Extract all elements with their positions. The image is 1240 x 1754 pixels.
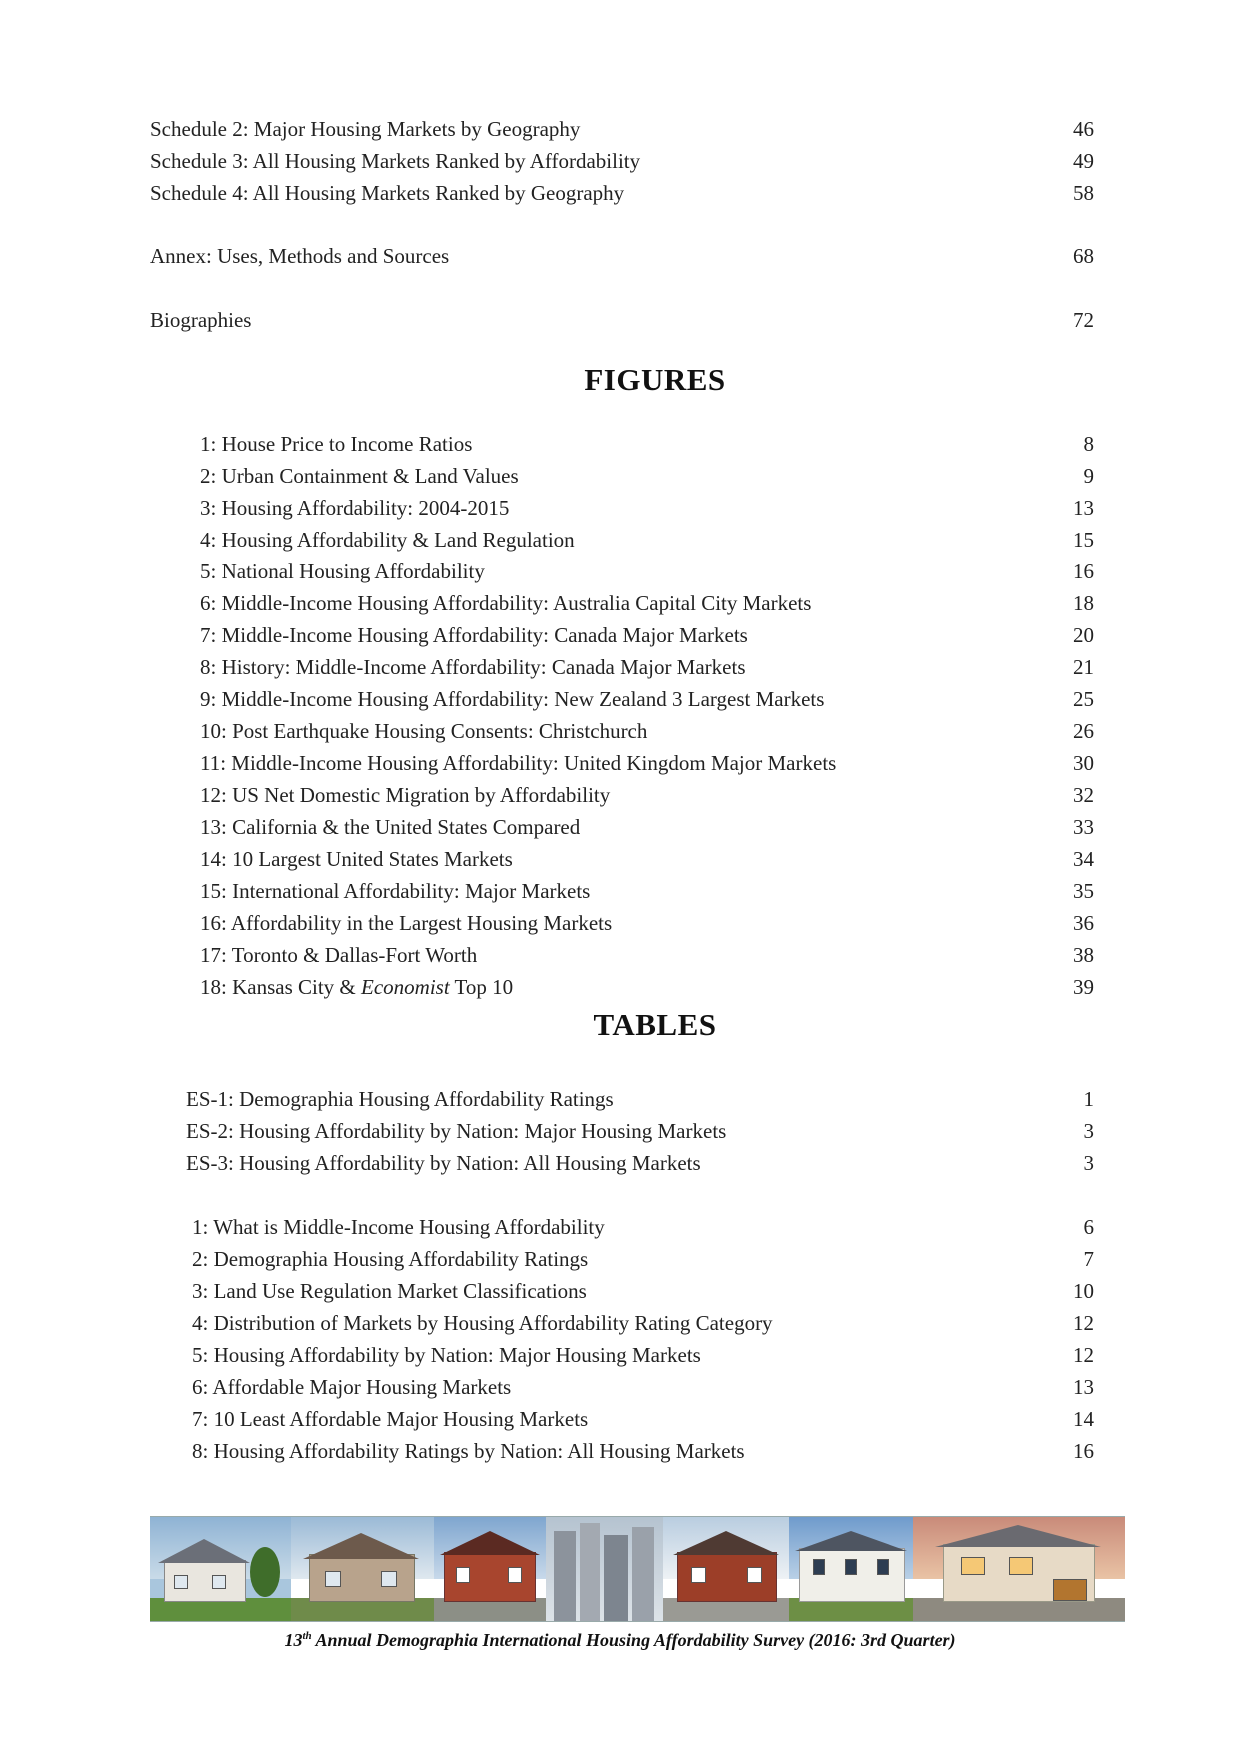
house-photo-strip <box>150 1516 1125 1622</box>
figure-entry-label: 2: Urban Containment & Land Values <box>200 464 519 488</box>
figure-entry-label: 5: National Housing Affordability <box>200 559 485 583</box>
figure-entry-label: 3: Housing Affordability: 2004-2015 <box>200 496 510 520</box>
toc-entry-label: Schedule 2: Major Housing Markets by Geography <box>150 117 581 141</box>
table-entry-label: 3: Land Use Regulation Market Classifications <box>192 1279 587 1303</box>
table-entry-page: 3 <box>1083 1119 1094 1143</box>
table-entry-label: 7: 10 Least Affordable Major Housing Markets <box>192 1407 589 1431</box>
table-entry[interactable] <box>192 1403 1094 1435</box>
footer-ordinal: 13 <box>284 1630 303 1650</box>
toc-entry[interactable] <box>150 177 1094 209</box>
toc-entry-label: Biographies <box>150 308 252 332</box>
figure-entry-page: 32 <box>1073 783 1094 807</box>
figure-entry-label: 9: Middle-Income Housing Affordability: New Zealand 3 Largest Markets <box>200 687 825 711</box>
house-photo <box>663 1517 789 1621</box>
figure-entry-label: 10: Post Earthquake Housing Consents: Christchurch <box>200 719 648 743</box>
table-entry[interactable] <box>186 1147 1094 1179</box>
figure-entry-label: 17: Toronto & Dallas-Fort Worth <box>200 943 478 967</box>
figure-entry[interactable] <box>200 939 1094 971</box>
table-entry-page: 7 <box>1083 1247 1094 1271</box>
figure-entry-label: 7: Middle-Income Housing Affordability: Canada Major Markets <box>200 623 748 647</box>
figure-entry-label: 18: Kansas City & Economist Top 10 <box>200 975 514 999</box>
figure-entry-label: 1: House Price to Income Ratios <box>200 432 473 456</box>
figure-entry[interactable] <box>200 587 1094 619</box>
figure-entry-page: 39 <box>1073 975 1094 999</box>
figure-entry-label: 16: Affordability in the Largest Housing Markets <box>200 911 613 935</box>
table-entry-page: 3 <box>1083 1151 1094 1175</box>
figure-entry-page: 30 <box>1073 751 1094 775</box>
figure-entry-label: 6: Middle-Income Housing Affordability: Australia Capital City Markets <box>200 591 812 615</box>
table-entry[interactable] <box>192 1243 1094 1275</box>
table-entry-page: 14 <box>1073 1407 1094 1431</box>
table-entry[interactable] <box>192 1211 1094 1243</box>
house-photo <box>913 1517 1125 1621</box>
table-entry-label: 6: Affordable Major Housing Markets <box>192 1375 512 1399</box>
toc-entry[interactable] <box>150 113 1094 145</box>
italic-term: Economist <box>361 975 450 999</box>
figure-entry-page: 8 <box>1083 432 1094 456</box>
table-entry-label: 5: Housing Affordability by Nation: Major Housing Markets <box>192 1343 701 1367</box>
table-entry-label: ES-2: Housing Affordability by Nation: Major Housing Markets <box>186 1119 727 1143</box>
figure-entry[interactable] <box>200 428 1094 460</box>
table-entry-label: 1: What is Middle-Income Housing Affordability <box>192 1215 605 1239</box>
figure-entry[interactable] <box>200 843 1094 875</box>
house-photo <box>546 1517 663 1621</box>
table-entry-label: ES-1: Demographia Housing Affordability Ratings <box>186 1087 614 1111</box>
house-photo <box>434 1517 546 1621</box>
figure-entry[interactable] <box>200 811 1094 843</box>
toc-entry-page: 72 <box>1073 308 1094 332</box>
figure-entry-page: 36 <box>1073 911 1094 935</box>
table-entry-page: 12 <box>1073 1343 1094 1367</box>
table-entry[interactable] <box>192 1339 1094 1371</box>
figure-entry-page: 18 <box>1073 591 1094 615</box>
toc-entry-page: 49 <box>1073 149 1094 173</box>
figure-entry-label: 14: 10 Largest United States Markets <box>200 847 513 871</box>
table-entry-label: ES-3: Housing Affordability by Nation: All Housing Markets <box>186 1151 701 1175</box>
figure-entry[interactable] <box>200 492 1094 524</box>
figure-entry-label: 4: Housing Affordability & Land Regulation <box>200 528 575 552</box>
figure-entry[interactable] <box>200 651 1094 683</box>
figure-entry[interactable] <box>200 715 1094 747</box>
figure-entry-label: 11: Middle-Income Housing Affordability: United Kingdom Major Markets <box>200 751 837 775</box>
house-photo <box>291 1517 434 1621</box>
footer-ordinal-suffix: th <box>302 1630 312 1642</box>
table-entry-page: 13 <box>1073 1375 1094 1399</box>
figure-entry-page: 15 <box>1073 528 1094 552</box>
table-entry-page: 12 <box>1073 1311 1094 1335</box>
table-entry[interactable] <box>186 1115 1094 1147</box>
toc-entry-page: 46 <box>1073 117 1094 141</box>
figure-entry[interactable] <box>200 747 1094 779</box>
figure-entry-page: 33 <box>1073 815 1094 839</box>
figure-entry-page: 13 <box>1073 496 1094 520</box>
toc-entry[interactable] <box>150 304 1094 336</box>
toc-entry[interactable] <box>150 145 1094 177</box>
footer-title <box>0 1630 1240 1651</box>
figure-entry-page: 26 <box>1073 719 1094 743</box>
table-entry-page: 6 <box>1083 1215 1094 1239</box>
figure-entry-label: 12: US Net Domestic Migration by Affordability <box>200 783 611 807</box>
house-photo <box>150 1517 291 1621</box>
figure-entry[interactable] <box>200 555 1094 587</box>
figure-entry[interactable] <box>200 875 1094 907</box>
toc-entry-page: 58 <box>1073 181 1094 205</box>
figure-entry-page: 20 <box>1073 623 1094 647</box>
toc-entry-label: Schedule 4: All Housing Markets Ranked by Geography <box>150 181 625 205</box>
figure-entry[interactable] <box>200 619 1094 651</box>
figure-entry-page: 9 <box>1083 464 1094 488</box>
figure-entry-page: 16 <box>1073 559 1094 583</box>
toc-entry[interactable] <box>150 240 1094 272</box>
table-entry[interactable] <box>192 1275 1094 1307</box>
toc-entry-label: Annex: Uses, Methods and Sources <box>150 244 450 268</box>
figure-entry-page: 25 <box>1073 687 1094 711</box>
figure-entry-page: 34 <box>1073 847 1094 871</box>
figures-heading: FIGURES <box>584 362 726 397</box>
figure-entry-label: 13: California & the United States Compared <box>200 815 581 839</box>
figure-entry[interactable] <box>200 524 1094 556</box>
table-entry-label: 8: Housing Affordability Ratings by Nation: All Housing Markets <box>192 1439 745 1463</box>
figure-entry-page: 21 <box>1073 655 1094 679</box>
figure-entry-page: 38 <box>1073 943 1094 967</box>
figure-entry[interactable] <box>200 971 1094 1003</box>
table-entry[interactable] <box>192 1371 1094 1403</box>
house-photo <box>789 1517 913 1621</box>
figure-entry[interactable] <box>200 683 1094 715</box>
toc-entry-page: 68 <box>1073 244 1094 268</box>
figure-entry-label: 15: International Affordability: Major Markets <box>200 879 591 903</box>
table-entry-page: 10 <box>1073 1279 1094 1303</box>
footer-title-text: Annual Demographia International Housing Affordability Survey (2016: 3rd Quarter) <box>311 1630 956 1650</box>
table-entry-page: 1 <box>1083 1087 1094 1111</box>
table-entry[interactable] <box>192 1307 1094 1339</box>
toc-entry-label: Schedule 3: All Housing Markets Ranked by Affordability <box>150 149 641 173</box>
table-entry[interactable] <box>192 1435 1094 1467</box>
table-entry[interactable] <box>186 1083 1094 1115</box>
table-entry-label: 4: Distribution of Markets by Housing Affordability Rating Category <box>192 1311 773 1335</box>
figure-entry-page: 35 <box>1073 879 1094 903</box>
figure-entry-label: 8: History: Middle-Income Affordability: Canada Major Markets <box>200 655 746 679</box>
table-entry-label: 2: Demographia Housing Affordability Ratings <box>192 1247 589 1271</box>
tables-heading: TABLES <box>593 1007 717 1042</box>
table-entry-page: 16 <box>1073 1439 1094 1463</box>
figure-entry[interactable] <box>200 779 1094 811</box>
figure-entry[interactable] <box>200 907 1094 939</box>
figure-entry[interactable] <box>200 460 1094 492</box>
